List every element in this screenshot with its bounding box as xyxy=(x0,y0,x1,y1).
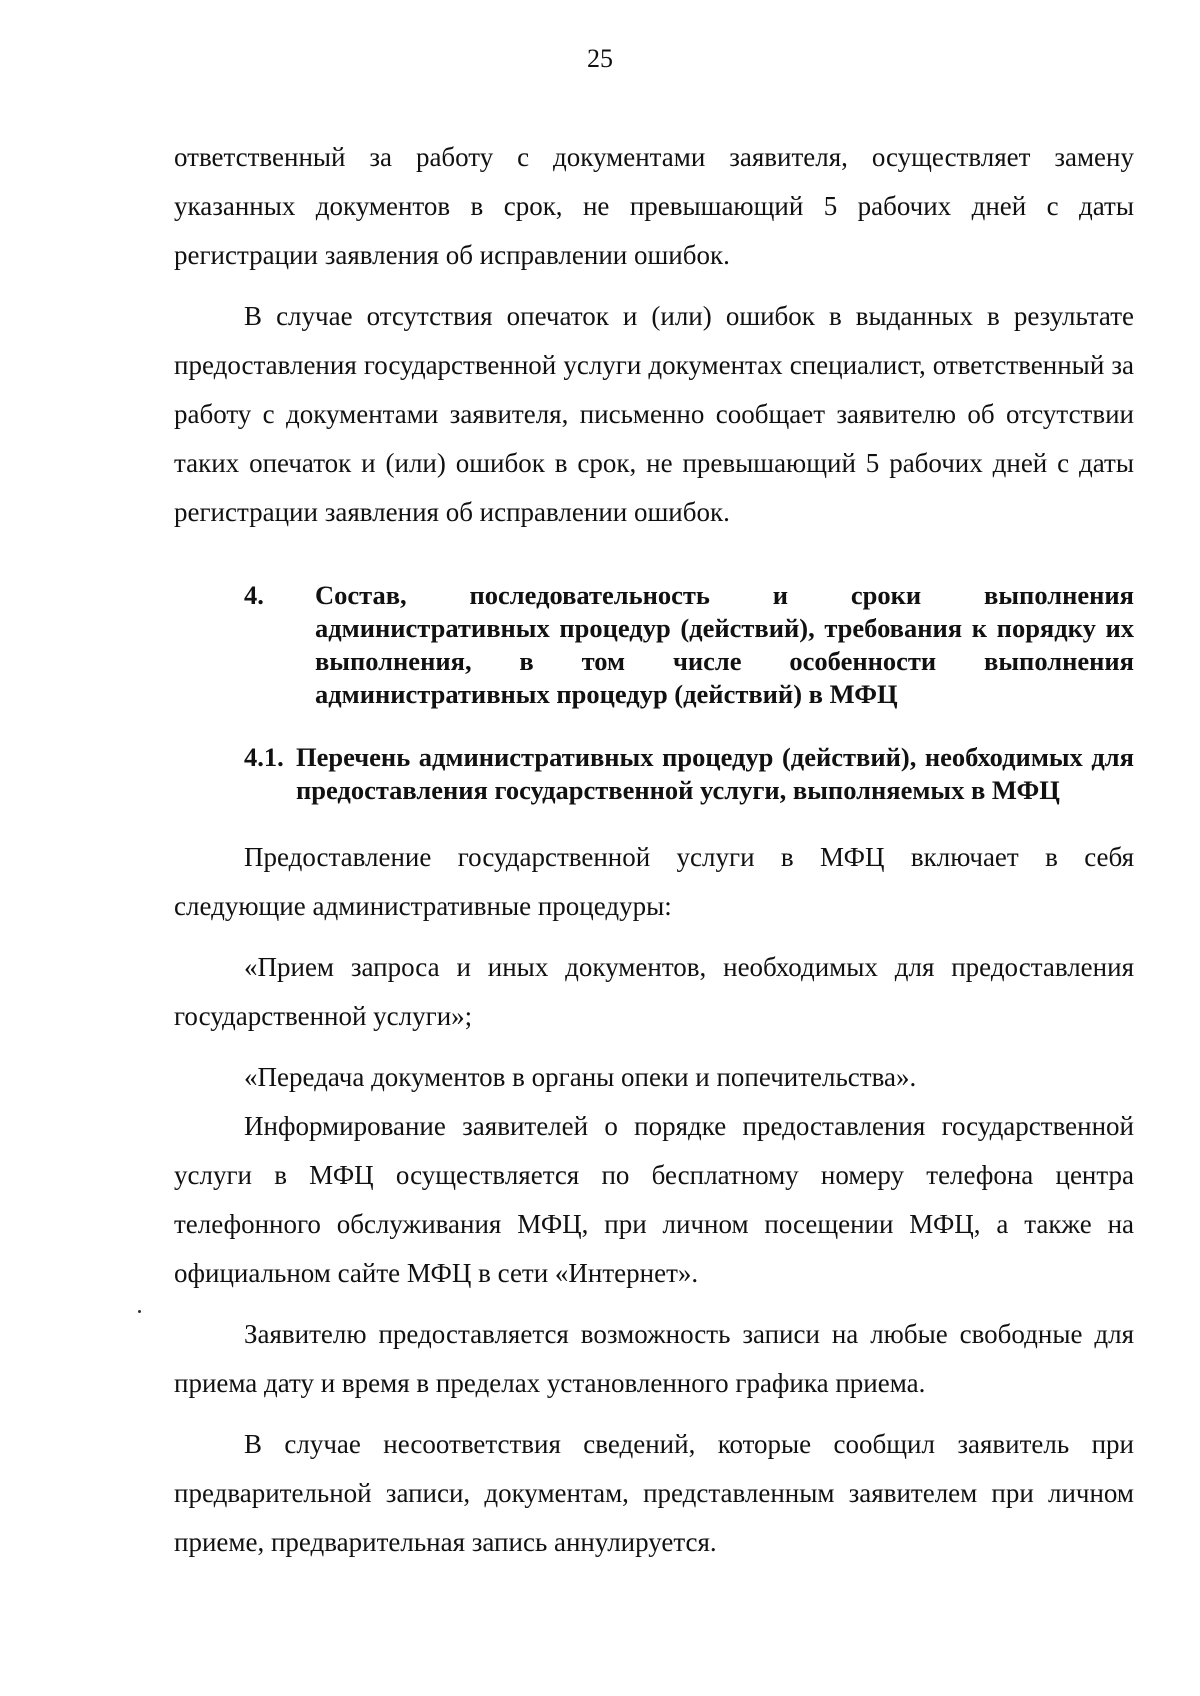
subsection-heading-4-1 xyxy=(174,741,1134,807)
scan-speck xyxy=(138,1310,141,1313)
page-number: 25 xyxy=(587,44,613,73)
paragraph-continuation: ответственный за работу с документами заявителя, осуществляет замену указанных документов в срок, не превышающий 5 рабочих дней с даты регистрации заявления об исправлении ошибок. xyxy=(174,142,1134,270)
subsection-title: Перечень административных процедур (действий), необходимых для предоставления государственной услуги, выполняемых в МФЦ xyxy=(296,742,1134,805)
paragraph-procedure-2: «Передача документов в органы опеки и попечительства». xyxy=(244,1062,917,1092)
paragraph-procedure-1: «Прием запроса и иных документов, необходимых для предоставления государственной услуги»; xyxy=(174,952,1134,1031)
paragraph-informing: Информирование заявителей о порядке предоставления государственной услуги в МФЦ осуществляется по бесплатному номеру телефона центра телефонного обслуживания МФЦ, при личном посещении МФЦ, а также на официальном сайте МФЦ в сети «Интернет». xyxy=(174,1111,1134,1288)
paragraph-appointment: Заявителю предоставляется возможность записи на любые свободные для приема дату и время в пределах установленного графика приема. xyxy=(174,1319,1134,1398)
paragraph-no-errors: В случае отсутствия опечаток и (или) ошибок в выданных в результате предоставления государственной услуги документах специалист, ответственный за работу с документами заявителя, письменно сообщает заявителю об отсутствии таких опечаток и (или) ошибок в срок, не превышающий 5 рабочих дней с даты регистрации заявления об исправлении ошибок. xyxy=(174,301,1134,527)
paragraph-mismatch: В случае несоответствия сведений, которые сообщил заявитель при предварительной записи, документам, представленным заявителем при личном приеме, предварительная запись аннулируется. xyxy=(174,1429,1134,1557)
document-body xyxy=(174,133,1134,1567)
subsection-number: 4.1. xyxy=(244,742,284,772)
section-number: 4. xyxy=(244,580,264,610)
section-title: Состав, последовательность и сроки выполнения административных процедур (действий), требования к порядку их выполнения, в том числе особенности выполнения административных процедур (действий) в МФЦ xyxy=(315,580,1134,709)
section-heading-4 xyxy=(174,579,1134,711)
paragraph-procedures-intro: Предоставление государственной услуги в МФЦ включает в себя следующие административные процедуры: xyxy=(174,842,1134,921)
